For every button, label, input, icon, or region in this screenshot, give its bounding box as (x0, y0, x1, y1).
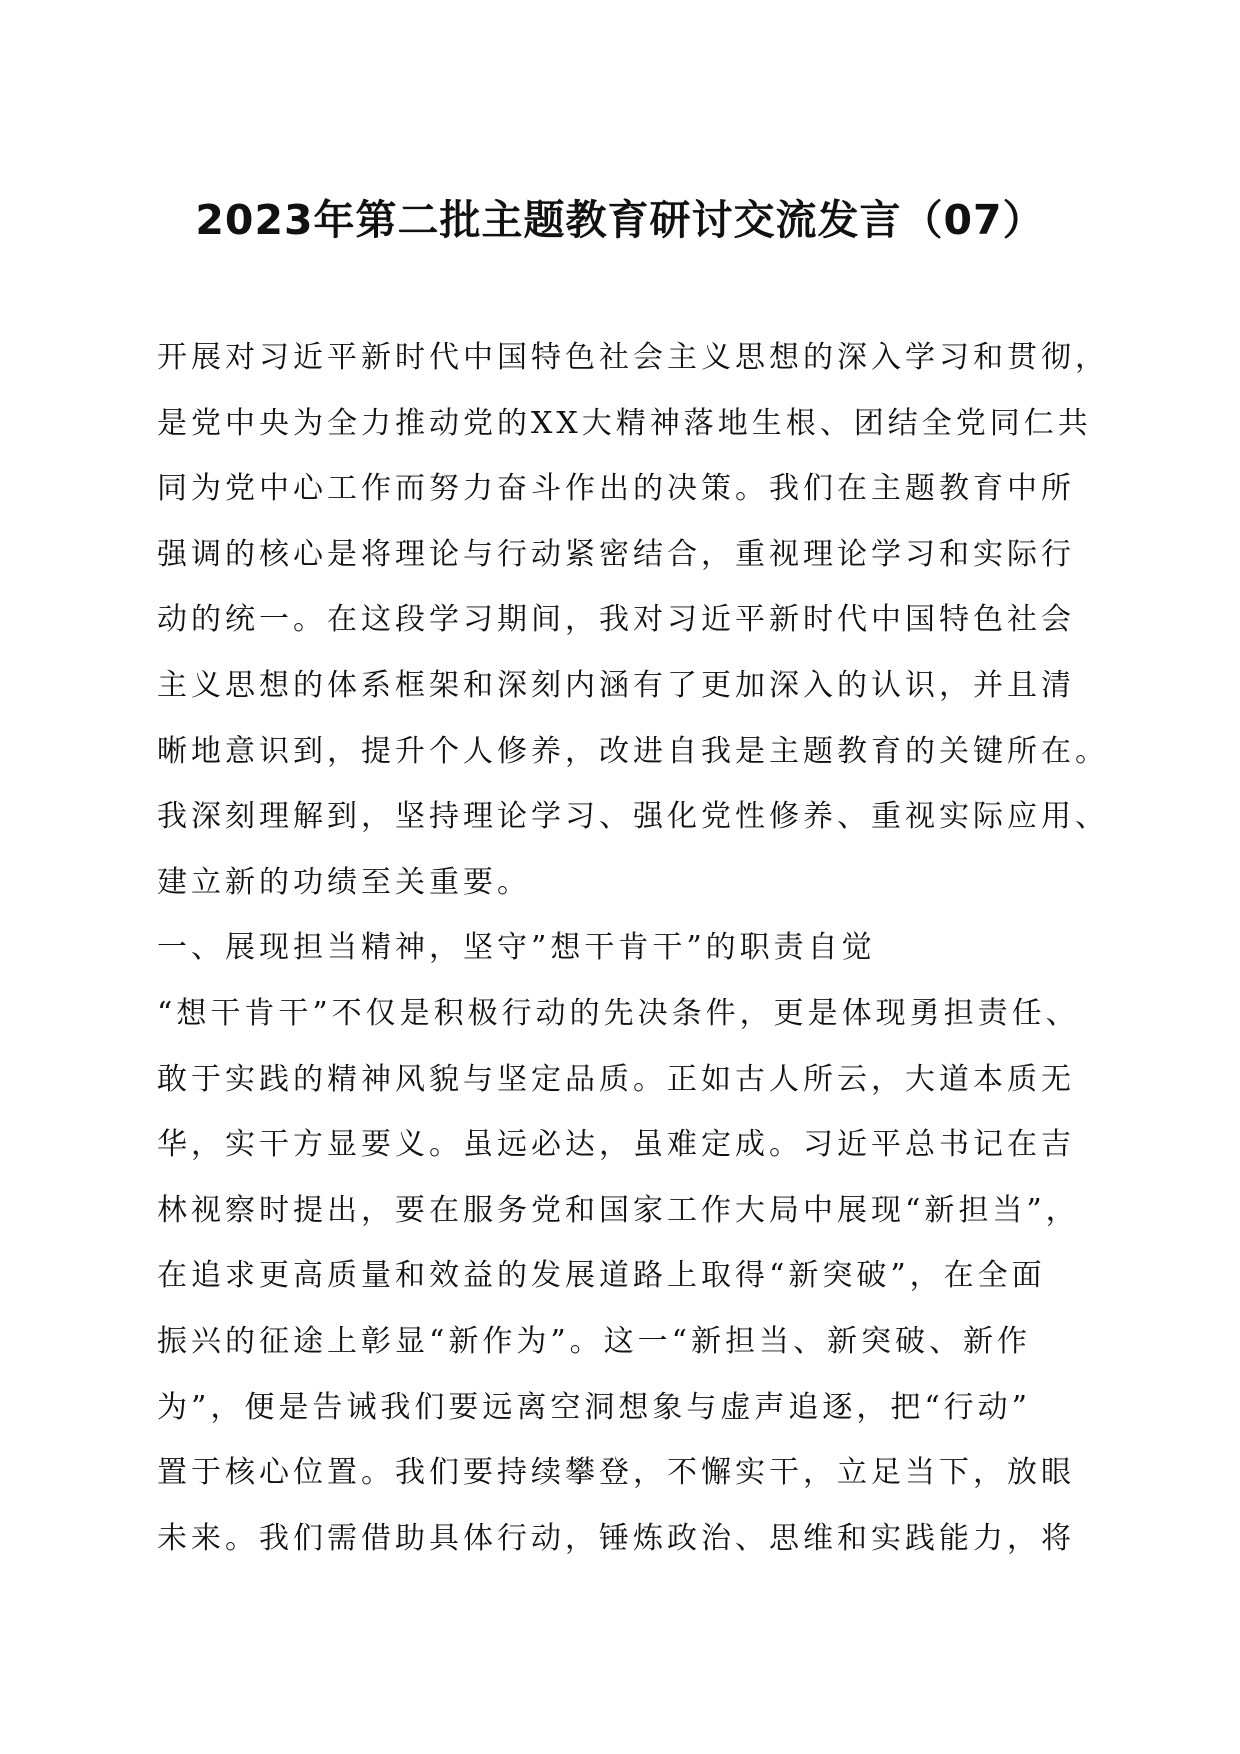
body-line: 同为党中心工作而努力奋斗作出的决策。我们在主题教育中所 (157, 471, 1075, 507)
document-body (157, 325, 1109, 1571)
body-line: 强调的核心是将理论与行动紧密结合，重视理论学习和实际行 (157, 536, 1075, 572)
body-line: 敢于实践的精神风貌与坚定品质。正如古人所云，大道本质无 (157, 1061, 1075, 1097)
body-line: 动的统一。在这段学习期间，我对习近平新时代中国特色社会 (157, 602, 1075, 638)
body-line: 林视察时提出，要在服务党和国家工作大局中展现“新担当”， (157, 1192, 1080, 1228)
section-heading: 一、展现担当精神，坚守”想干肯干”的职责自觉 (157, 930, 876, 966)
body-line: 振兴的征途上彰显“新作为”。这一“新担当、新突破、新作 (157, 1323, 1032, 1359)
body-line: 为”，便是告诫我们要远离空洞想象与虚声追逐，把“行动” (157, 1389, 1032, 1425)
document-title: 2023年第二批主题教育研讨交流发言（07） (195, 196, 1045, 244)
body-line: 开展对习近平新时代中国特色社会主义思想的深入学习和贯彻， (157, 340, 1109, 375)
body-line: 置于核心位置。我们要持续攀登，不懈实干，立足当下，放眼 (157, 1455, 1075, 1491)
body-line: 未来。我们需借助具体行动，锤炼政治、思维和实践能力，将 (157, 1520, 1075, 1556)
body-line: 在追求更高质量和效益的发展道路上取得“新突破”，在全面 (157, 1258, 1046, 1294)
body-line: 是党中央为全力推动党的XX大精神落地生根、团结全党同仁共 (157, 405, 1092, 441)
body-line: 华，实干方显要义。虽远必达，虽难定成。习近平总书记在吉 (157, 1127, 1075, 1163)
body-line: 晰地意识到，提升个人修养，改进自我是主题教育的关键所在。 (157, 733, 1109, 769)
body-line: 我深刻理解到，坚持理论学习、强化党性修养、重视实际应用、 (157, 799, 1109, 835)
body-line: 主义思想的体系框架和深刻内涵有了更加深入的认识，并且清 (157, 667, 1075, 703)
body-line: “想干肯干”不仅是积极行动的先决条件，更是体现勇担责任、 (157, 995, 1080, 1031)
body-line: 建立新的功绩至关重要。 (157, 864, 531, 900)
